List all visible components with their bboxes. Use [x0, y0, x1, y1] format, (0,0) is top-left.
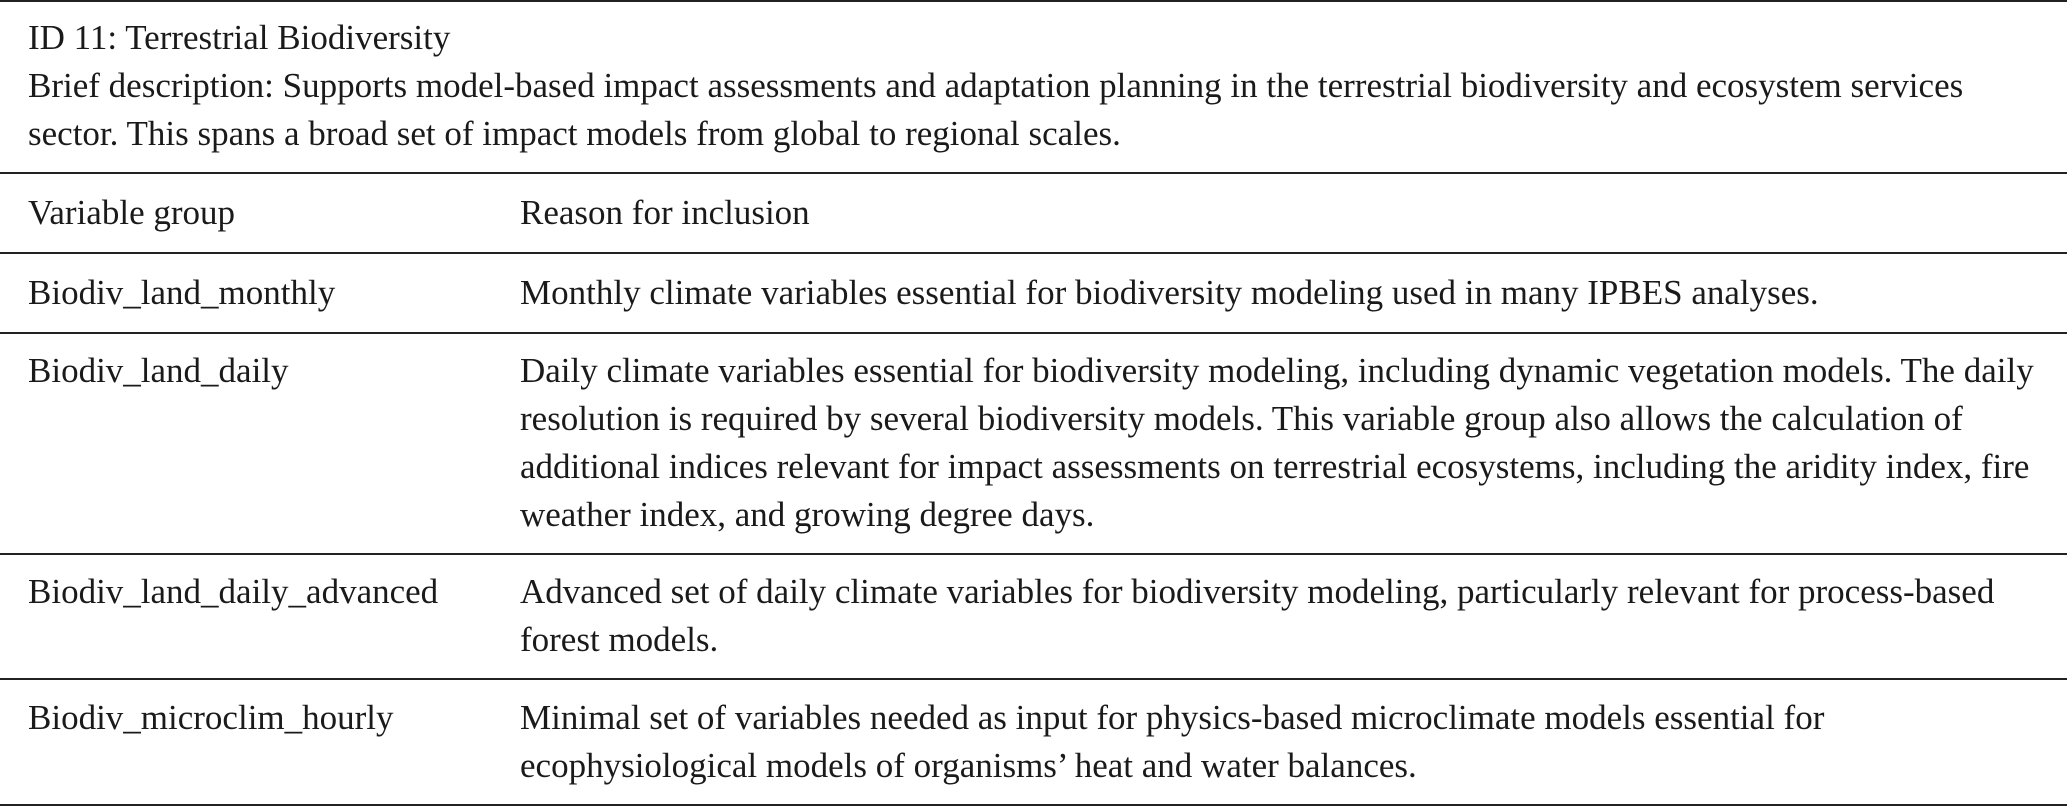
table-row — [0, 254, 2067, 334]
column-header-reason: Reason for inclusion — [520, 193, 810, 232]
reason-cell: Advanced set of daily climate variables for biodiversity modeling, particularly relevant for process-based forest models. — [520, 572, 1995, 659]
reason-cell: Daily climate variables essential for biodiversity modeling, including dynamic vegetation models. The daily resolution is required by several biodiversity models. This variable group also allows the calculation of additional indices relevant for impact assessments on terrestrial ecosystems, including the aridity index, fire weather index, and growing degree days. — [520, 351, 2034, 534]
table-title: ID 11: Terrestrial Biodiversity — [28, 18, 451, 57]
reason-cell: Monthly climate variables essential for biodiversity modeling used in many IPBES analyses. — [520, 273, 1819, 312]
variable-group-cell: Biodiv_land_daily_advanced — [28, 572, 439, 611]
reason-cell: Minimal set of variables needed as input for physics-based microclimate models essential for ecophysiological models of organisms’ heat and water balances. — [520, 698, 1825, 785]
table-row — [0, 334, 2067, 555]
variable-group-cell: Biodiv_microclim_hourly — [28, 698, 394, 737]
variable-group-cell: Biodiv_land_daily — [28, 351, 289, 390]
table-row — [0, 555, 2067, 680]
table-row — [0, 680, 2067, 806]
column-header-row — [0, 174, 2067, 254]
table-description: Brief description: Supports model-based impact assessments and adaptation planning in the terrestrial biodiversity and ecosystem services sector. This spans a broad set of impact models from global to regional scales. — [28, 66, 1964, 153]
column-header-variable-group: Variable group — [28, 193, 236, 232]
table-header-block — [0, 0, 2067, 174]
variable-group-cell: Biodiv_land_monthly — [28, 273, 336, 312]
